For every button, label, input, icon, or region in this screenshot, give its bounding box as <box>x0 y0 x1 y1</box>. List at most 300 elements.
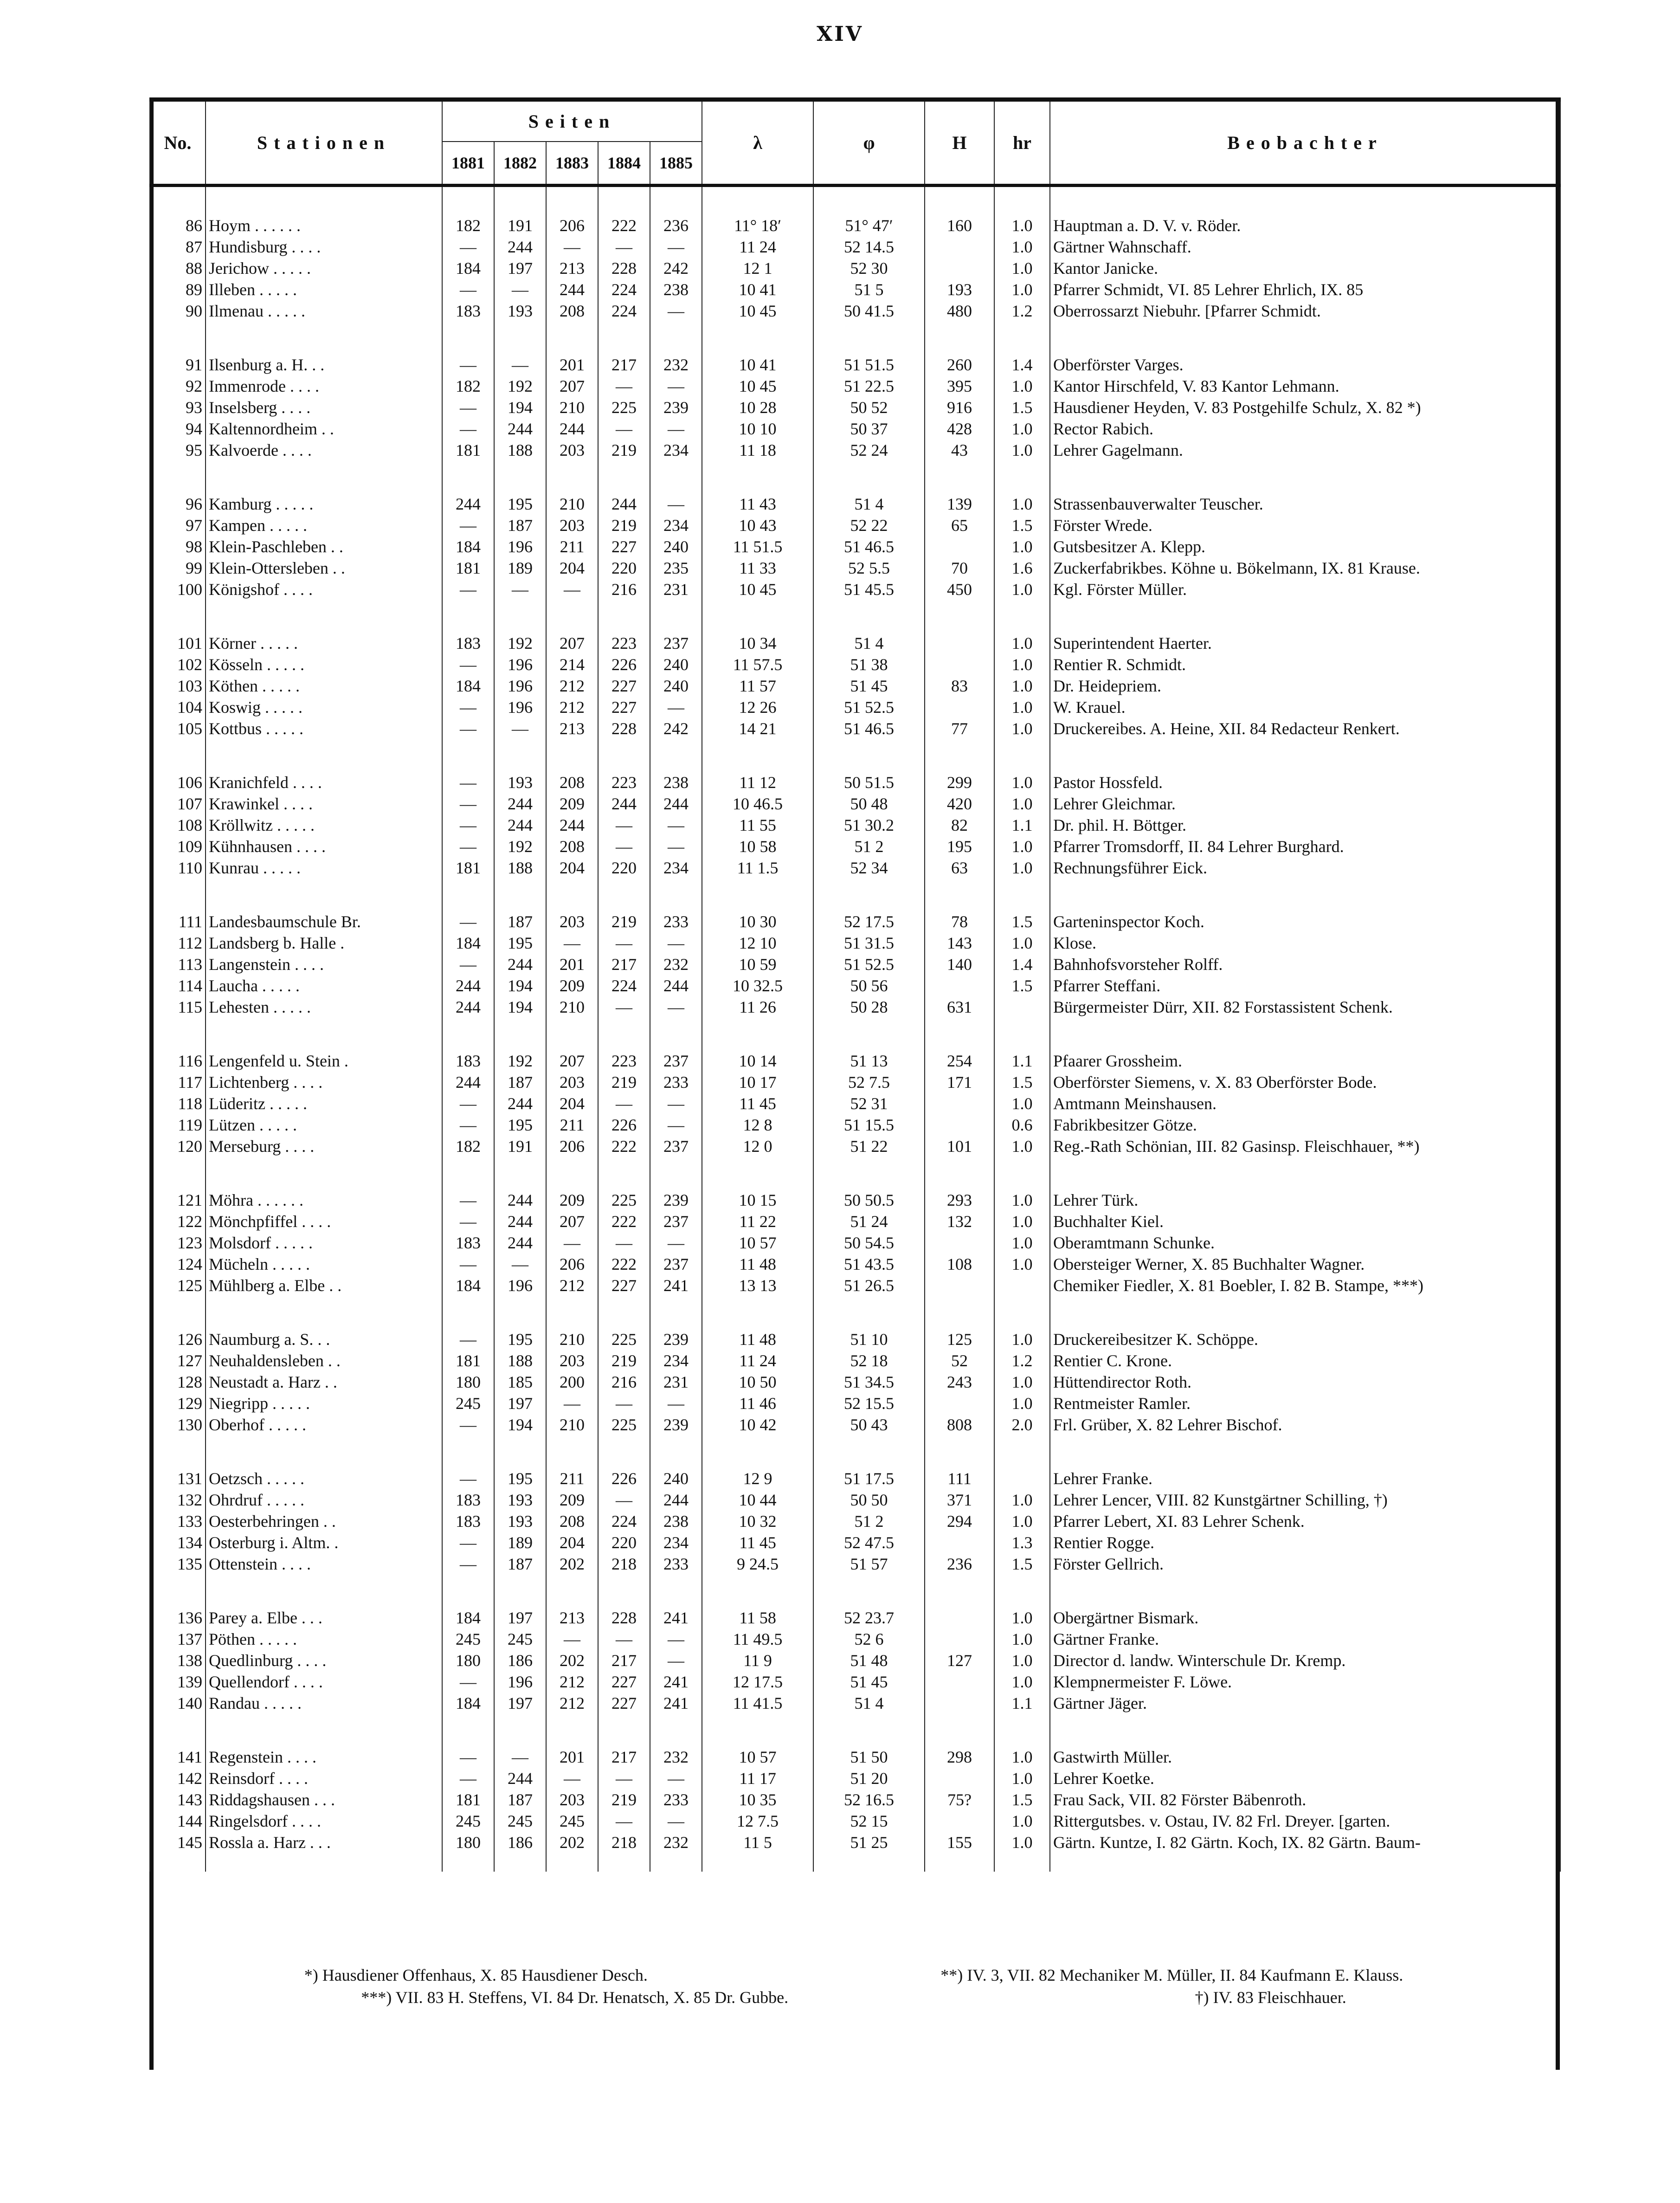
observer: Garteninspector Koch. <box>1050 911 1560 932</box>
spacer-cell <box>442 1157 494 1189</box>
seite-1883: 208 <box>546 1511 598 1532</box>
seite-1885: 239 <box>650 397 702 418</box>
seite-1885: — <box>650 1093 702 1114</box>
latitude: 50 50 <box>813 1489 925 1511</box>
row-number: 142 <box>150 1768 206 1789</box>
longitude: 10 45 <box>702 375 813 397</box>
latitude: 52 47.5 <box>813 1532 925 1553</box>
header-year-1884: 1884 <box>598 142 650 186</box>
spacer-cell <box>598 1018 650 1050</box>
table-row <box>150 975 1560 996</box>
spacer-cell <box>994 1018 1050 1050</box>
spacer-cell <box>813 1018 925 1050</box>
longitude: 11 18 <box>702 439 813 461</box>
latitude: 51 38 <box>813 654 925 675</box>
station-name: Quedlinburg . . . . <box>206 1650 442 1671</box>
latitude: 51 52.5 <box>813 697 925 718</box>
row-number: 131 <box>150 1468 206 1489</box>
row-number: 91 <box>150 354 206 375</box>
spacer-cell <box>994 1575 1050 1607</box>
height: 193 <box>925 279 994 300</box>
observer: Chemiker Fiedler, X. 81 Boebler, I. 82 B. Stampe, ***) <box>1050 1275 1560 1296</box>
seite-1883: 210 <box>546 493 598 515</box>
seite-1884: — <box>598 375 650 397</box>
station-name: Merseburg . . . . <box>206 1136 442 1157</box>
seite-1882: 195 <box>494 932 546 954</box>
spacer-cell <box>702 461 813 493</box>
longitude: 10 10 <box>702 418 813 439</box>
seite-1882: 197 <box>494 258 546 279</box>
seite-1881: — <box>442 279 494 300</box>
seite-1885: — <box>650 1768 702 1789</box>
spacer-cell <box>442 186 494 215</box>
seite-1882: — <box>494 718 546 739</box>
seite-1883: 202 <box>546 1650 598 1671</box>
seite-1884: 228 <box>598 1607 650 1628</box>
seite-1882: — <box>494 1746 546 1768</box>
observer: Förster Wrede. <box>1050 515 1560 536</box>
observer: Pfarrer Tromsdorff, II. 84 Lehrer Burghard. <box>1050 836 1560 857</box>
spacer-cell <box>494 1853 546 1872</box>
spacer-cell <box>813 1435 925 1468</box>
table-row <box>150 633 1560 654</box>
group-spacer <box>150 1714 1560 1746</box>
seite-1884: 224 <box>598 300 650 322</box>
seite-1885: 234 <box>650 1350 702 1371</box>
longitude: 10 14 <box>702 1050 813 1072</box>
observer: Kgl. Förster Müller. <box>1050 579 1560 600</box>
seite-1884: 228 <box>598 718 650 739</box>
seite-1883: 201 <box>546 1746 598 1768</box>
observer: Lehrer Koetke. <box>1050 1768 1560 1789</box>
seite-1882: 185 <box>494 1371 546 1393</box>
row-number: 145 <box>150 1832 206 1853</box>
table-row <box>150 1810 1560 1832</box>
header-stationen-text: Stationen <box>257 132 391 153</box>
spacer-cell <box>598 461 650 493</box>
observer: Gärtn. Kuntze, I. 82 Gärtn. Koch, IX. 82 Gärtn. Baum- <box>1050 1832 1560 1853</box>
seite-1882: 196 <box>494 697 546 718</box>
spacer-cell <box>206 322 442 354</box>
latitude: 51 26.5 <box>813 1275 925 1296</box>
table-row <box>150 836 1560 857</box>
height: 808 <box>925 1414 994 1435</box>
latitude: 51° 47′ <box>813 215 925 236</box>
spacer-cell <box>925 186 994 215</box>
seite-1883: 210 <box>546 1329 598 1350</box>
seite-1885: 232 <box>650 954 702 975</box>
seite-1885: 234 <box>650 1532 702 1553</box>
hr-value: 1.0 <box>994 772 1050 793</box>
seite-1881: 245 <box>442 1810 494 1832</box>
height: 78 <box>925 911 994 932</box>
hr-value: 1.3 <box>994 1532 1050 1553</box>
seite-1883: 210 <box>546 996 598 1018</box>
latitude: 52 31 <box>813 1093 925 1114</box>
table-row <box>150 1350 1560 1371</box>
observer: Gastwirth Müller. <box>1050 1746 1560 1768</box>
observer: Druckereibes. A. Heine, XII. 84 Redacteur Renkert. <box>1050 718 1560 739</box>
seite-1885: 233 <box>650 1553 702 1575</box>
seite-1881: — <box>442 354 494 375</box>
station-name: Ilmenau . . . . . <box>206 300 442 322</box>
observer: Lehrer Franke. <box>1050 1468 1560 1489</box>
seite-1883: 212 <box>546 1671 598 1693</box>
table-row <box>150 258 1560 279</box>
spacer-cell <box>650 1157 702 1189</box>
hr-value: 1.0 <box>994 1511 1050 1532</box>
latitude: 51 4 <box>813 493 925 515</box>
spacer-cell <box>546 1575 598 1607</box>
latitude: 51 25 <box>813 1832 925 1853</box>
row-number: 137 <box>150 1628 206 1650</box>
seite-1885: 244 <box>650 1489 702 1511</box>
spacer-cell <box>494 1018 546 1050</box>
spacer-cell <box>925 1435 994 1468</box>
station-name: Kranichfeld . . . . <box>206 772 442 793</box>
row-number: 95 <box>150 439 206 461</box>
seite-1885: — <box>650 418 702 439</box>
seite-1881: 183 <box>442 1232 494 1253</box>
observer: Strassenbauverwalter Teuscher. <box>1050 493 1560 515</box>
table-row <box>150 1093 1560 1114</box>
height <box>925 236 994 258</box>
height: 75? <box>925 1789 994 1810</box>
latitude: 52 18 <box>813 1350 925 1371</box>
spacer-cell <box>150 1575 206 1607</box>
table-row <box>150 1468 1560 1489</box>
seite-1883: 204 <box>546 557 598 579</box>
seite-1881: — <box>442 1114 494 1136</box>
spacer-cell <box>702 1714 813 1746</box>
longitude: 11 48 <box>702 1329 813 1350</box>
seite-1882: 197 <box>494 1393 546 1414</box>
observer: Bahnhofsvorsteher Rolff. <box>1050 954 1560 975</box>
seite-1882: 188 <box>494 439 546 461</box>
observer: Pastor Hossfeld. <box>1050 772 1560 793</box>
table-row <box>150 418 1560 439</box>
latitude: 52 7.5 <box>813 1072 925 1093</box>
table-row <box>150 1832 1560 1853</box>
latitude: 52 17.5 <box>813 911 925 932</box>
seite-1881: 184 <box>442 1607 494 1628</box>
spacer-cell <box>994 1435 1050 1468</box>
spacer-cell <box>150 879 206 911</box>
spacer-cell <box>1050 879 1560 911</box>
table-row <box>150 1232 1560 1253</box>
height: 243 <box>925 1371 994 1393</box>
seite-1884: 217 <box>598 954 650 975</box>
hr-value: 1.0 <box>994 418 1050 439</box>
seite-1882: 193 <box>494 1511 546 1532</box>
latitude: 51 43.5 <box>813 1253 925 1275</box>
seite-1885: 238 <box>650 1511 702 1532</box>
table-row <box>150 1671 1560 1693</box>
seite-1885: 232 <box>650 1832 702 1853</box>
station-name: Langenstein . . . . <box>206 954 442 975</box>
spacer-cell <box>1050 186 1560 215</box>
longitude: 13 13 <box>702 1275 813 1296</box>
seite-1881: 245 <box>442 1628 494 1650</box>
height: 63 <box>925 857 994 879</box>
station-name: Neuhaldensleben . . <box>206 1350 442 1371</box>
spacer-cell <box>1050 739 1560 772</box>
spacer-cell <box>150 1853 206 1872</box>
latitude: 51 45 <box>813 1671 925 1693</box>
station-name: Regenstein . . . . <box>206 1746 442 1768</box>
longitude: 10 46.5 <box>702 793 813 814</box>
seite-1882: 194 <box>494 996 546 1018</box>
seite-1882: 192 <box>494 836 546 857</box>
hr-value <box>994 1468 1050 1489</box>
latitude: 51 17.5 <box>813 1468 925 1489</box>
footnote-double-star: **) IV. 3, VII. 82 Mechaniker M. Müller, II. 84 Kaufmann E. Klauss. <box>940 1966 1403 1984</box>
table-row <box>150 996 1560 1018</box>
longitude: 10 58 <box>702 836 813 857</box>
longitude: 11 49.5 <box>702 1628 813 1650</box>
row-number: 88 <box>150 258 206 279</box>
seite-1882: 196 <box>494 654 546 675</box>
longitude: 12 1 <box>702 258 813 279</box>
seite-1882: — <box>494 579 546 600</box>
seite-1884: 228 <box>598 258 650 279</box>
height: 298 <box>925 1746 994 1768</box>
longitude: 12 0 <box>702 1136 813 1157</box>
seite-1885: — <box>650 236 702 258</box>
seite-1885: — <box>650 836 702 857</box>
seite-1883: 212 <box>546 1693 598 1714</box>
observer: Lehrer Gleichmar. <box>1050 793 1560 814</box>
spacer-cell <box>650 186 702 215</box>
station-name: Ottenstein . . . . <box>206 1553 442 1575</box>
hr-value: 2.0 <box>994 1414 1050 1435</box>
seite-1885: 234 <box>650 439 702 461</box>
spacer-cell <box>206 461 442 493</box>
group-spacer <box>150 461 1560 493</box>
observer: Rittergutsbes. v. Ostau, IV. 82 Frl. Dreyer. [garten. <box>1050 1810 1560 1832</box>
seite-1885: 241 <box>650 1607 702 1628</box>
station-name: Quellendorf . . . . <box>206 1671 442 1693</box>
seite-1881: — <box>442 418 494 439</box>
table-row <box>150 1607 1560 1628</box>
row-number: 86 <box>150 215 206 236</box>
station-name: Rossla a. Harz . . . <box>206 1832 442 1853</box>
longitude: 10 32 <box>702 1511 813 1532</box>
latitude: 51 15.5 <box>813 1114 925 1136</box>
longitude: 12 17.5 <box>702 1671 813 1693</box>
seite-1882: 196 <box>494 1275 546 1296</box>
seite-1882: 187 <box>494 1789 546 1810</box>
spacer-cell <box>702 739 813 772</box>
spacer-cell <box>994 1714 1050 1746</box>
latitude: 50 56 <box>813 975 925 996</box>
header-stationen <box>206 100 442 186</box>
table-row <box>150 675 1560 697</box>
hr-value: 1.0 <box>994 1489 1050 1511</box>
seite-1884: 225 <box>598 1329 650 1350</box>
spacer-cell <box>702 1575 813 1607</box>
observer: Oberförster Siemens, v. X. 83 Oberförster Bode. <box>1050 1072 1560 1093</box>
seite-1881: 183 <box>442 1511 494 1532</box>
station-name: Kösseln . . . . . <box>206 654 442 675</box>
seite-1884: 227 <box>598 1275 650 1296</box>
row-number: 124 <box>150 1253 206 1275</box>
observer: Gärtner Franke. <box>1050 1628 1560 1650</box>
seite-1881: 184 <box>442 1693 494 1714</box>
longitude: 12 26 <box>702 697 813 718</box>
spacer-cell <box>546 1714 598 1746</box>
spacer-cell <box>494 1714 546 1746</box>
hr-value: 1.1 <box>994 814 1050 836</box>
hr-value: 1.0 <box>994 1211 1050 1232</box>
table-row <box>150 1072 1560 1093</box>
table-row <box>150 279 1560 300</box>
row-number: 87 <box>150 236 206 258</box>
observer: Oberamtmann Schunke. <box>1050 1232 1560 1253</box>
hr-value: 1.6 <box>994 557 1050 579</box>
row-number: 94 <box>150 418 206 439</box>
latitude: 51 52.5 <box>813 954 925 975</box>
seite-1884: 222 <box>598 1253 650 1275</box>
station-name: Mönchpfiffel . . . . <box>206 1211 442 1232</box>
seite-1884: 224 <box>598 279 650 300</box>
spacer-cell <box>925 1714 994 1746</box>
latitude: 51 45.5 <box>813 579 925 600</box>
station-name: Mühlberg a. Elbe . . <box>206 1275 442 1296</box>
station-name: Lengenfeld u. Stein . <box>206 1050 442 1072</box>
spacer-cell <box>1050 1853 1560 1872</box>
seite-1882: 244 <box>494 1232 546 1253</box>
seite-1882: 244 <box>494 1093 546 1114</box>
seite-1884: — <box>598 1489 650 1511</box>
seite-1881: 181 <box>442 1789 494 1810</box>
seite-1881: 180 <box>442 1832 494 1853</box>
row-number: 107 <box>150 793 206 814</box>
longitude: 11 55 <box>702 814 813 836</box>
observer: Hausdiener Heyden, V. 83 Postgehilfe Schulz, X. 82 *) <box>1050 397 1560 418</box>
table-row <box>150 654 1560 675</box>
latitude: 51 10 <box>813 1329 925 1350</box>
spacer-cell <box>994 461 1050 493</box>
spacer-cell <box>546 322 598 354</box>
station-name: Krawinkel . . . . <box>206 793 442 814</box>
seite-1883: 202 <box>546 1553 598 1575</box>
hr-value: 1.0 <box>994 1393 1050 1414</box>
footnote-single-star: *) Hausdiener Offenhaus, X. 85 Hausdiener Desch. <box>304 1966 648 1984</box>
longitude: 12 9 <box>702 1468 813 1489</box>
table-row <box>150 557 1560 579</box>
spacer-cell <box>206 879 442 911</box>
spacer-cell <box>650 879 702 911</box>
seite-1884: — <box>598 1093 650 1114</box>
latitude: 52 6 <box>813 1628 925 1650</box>
height: 293 <box>925 1189 994 1211</box>
row-number: 99 <box>150 557 206 579</box>
spacer-cell <box>925 1018 994 1050</box>
seite-1883: 245 <box>546 1810 598 1832</box>
observer: Pfarrer Steffani. <box>1050 975 1560 996</box>
seite-1881: — <box>442 654 494 675</box>
table-row <box>150 954 1560 975</box>
seite-1883: 203 <box>546 911 598 932</box>
seite-1881: 244 <box>442 975 494 996</box>
row-number: 101 <box>150 633 206 654</box>
latitude: 51 46.5 <box>813 718 925 739</box>
latitude: 52 16.5 <box>813 1789 925 1810</box>
seite-1881: 181 <box>442 857 494 879</box>
spacer-cell <box>1050 1435 1560 1468</box>
height: 631 <box>925 996 994 1018</box>
group-spacer <box>150 600 1560 633</box>
seite-1882: 187 <box>494 515 546 536</box>
longitude: 11 24 <box>702 1350 813 1371</box>
seite-1883: 204 <box>546 1093 598 1114</box>
seite-1884: 225 <box>598 1189 650 1211</box>
seite-1884: 222 <box>598 215 650 236</box>
group-spacer <box>150 739 1560 772</box>
seite-1885: 242 <box>650 718 702 739</box>
footnotes <box>158 1964 1550 2009</box>
seite-1881: — <box>442 954 494 975</box>
hr-value: 1.1 <box>994 1050 1050 1072</box>
latitude: 51 31.5 <box>813 932 925 954</box>
longitude: 11 48 <box>702 1253 813 1275</box>
station-name: Reinsdorf . . . . <box>206 1768 442 1789</box>
spacer-cell <box>494 186 546 215</box>
table-row <box>150 1329 1560 1350</box>
station-name: Immenrode . . . . <box>206 375 442 397</box>
seite-1881: 183 <box>442 633 494 654</box>
longitude: 12 10 <box>702 932 813 954</box>
seite-1883: 204 <box>546 1532 598 1553</box>
spacer-cell <box>206 1018 442 1050</box>
row-number: 130 <box>150 1414 206 1435</box>
hr-value: 1.0 <box>994 633 1050 654</box>
spacer-cell <box>1050 600 1560 633</box>
hr-value: 1.0 <box>994 1810 1050 1832</box>
height: 254 <box>925 1050 994 1072</box>
station-name: Kottbus . . . . . <box>206 718 442 739</box>
hr-value: 0.6 <box>994 1114 1050 1136</box>
spacer-cell <box>813 461 925 493</box>
observer: Rentier Rogge. <box>1050 1532 1560 1553</box>
seite-1881: 244 <box>442 493 494 515</box>
latitude: 50 41.5 <box>813 300 925 322</box>
station-name: Ilsenburg a. H. . . <box>206 354 442 375</box>
seite-1885: 237 <box>650 633 702 654</box>
table-row <box>150 1050 1560 1072</box>
longitude: 14 21 <box>702 718 813 739</box>
spacer-cell <box>650 1018 702 1050</box>
latitude: 51 2 <box>813 1511 925 1532</box>
seite-1885: — <box>650 1628 702 1650</box>
station-name: Lüderitz . . . . . <box>206 1093 442 1114</box>
observer: Förster Gellrich. <box>1050 1553 1560 1575</box>
seite-1881: — <box>442 1468 494 1489</box>
seite-1882: 186 <box>494 1650 546 1671</box>
spacer-cell <box>702 1157 813 1189</box>
seite-1885: — <box>650 300 702 322</box>
station-name: Neustadt a. Harz . . <box>206 1371 442 1393</box>
height: 480 <box>925 300 994 322</box>
observer: Klose. <box>1050 932 1560 954</box>
row-number: 129 <box>150 1393 206 1414</box>
seite-1881: 183 <box>442 1489 494 1511</box>
latitude: 50 50.5 <box>813 1189 925 1211</box>
seite-1881: 184 <box>442 258 494 279</box>
longitude: 11 17 <box>702 1768 813 1789</box>
table-row <box>150 814 1560 836</box>
